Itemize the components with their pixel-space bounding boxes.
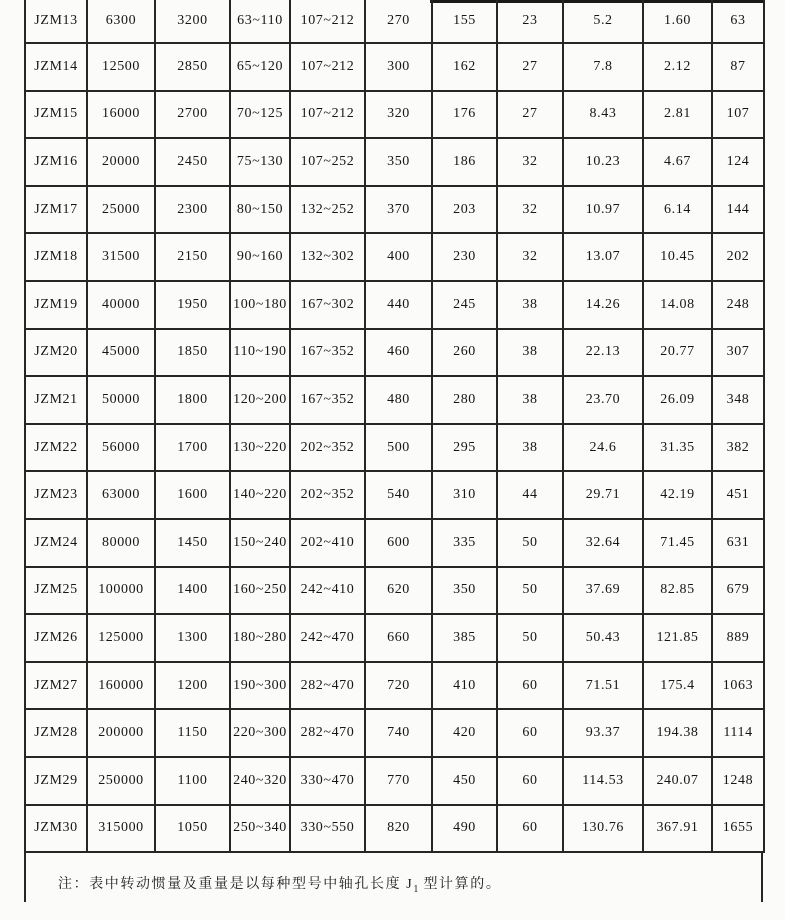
value-cell: 124 [712,138,764,186]
value-cell: 242~410 [290,567,365,615]
value-cell: 20.77 [643,329,712,377]
model-cell: JZM17 [25,186,87,234]
value-cell: 282~470 [290,662,365,710]
value-cell: 1850 [155,329,230,377]
value-cell: 889 [712,614,764,662]
table-row [25,329,764,377]
value-cell: 24.6 [563,424,643,472]
table-row [25,805,764,853]
value-cell: 80~150 [230,186,290,234]
value-cell: 71.45 [643,519,712,567]
value-cell: 202 [712,233,764,281]
model-cell: JZM14 [25,43,87,91]
value-cell: 260 [432,329,497,377]
value-cell: 29.71 [563,471,643,519]
model-cell: JZM21 [25,376,87,424]
table-row [25,376,764,424]
value-cell: 75~130 [230,138,290,186]
value-cell: 350 [432,567,497,615]
value-cell: 335 [432,519,497,567]
model-cell: JZM22 [25,424,87,472]
footnote-subscript: 1 [413,883,419,895]
value-cell: 348 [712,376,764,424]
value-cell: 10.97 [563,186,643,234]
table-row [25,91,764,139]
value-cell: 114.53 [563,757,643,805]
value-cell: 270 [365,0,432,43]
value-cell: 32 [497,186,563,234]
value-cell: 60 [497,757,563,805]
value-cell: 4.67 [643,138,712,186]
value-cell: 250000 [87,757,155,805]
value-cell: 50 [497,614,563,662]
value-cell: 315000 [87,805,155,853]
value-cell: 12500 [87,43,155,91]
value-cell: 1450 [155,519,230,567]
value-cell: 13.07 [563,233,643,281]
value-cell: 1050 [155,805,230,853]
value-cell: 1248 [712,757,764,805]
value-cell: 1655 [712,805,764,853]
value-cell: 180~280 [230,614,290,662]
value-cell: 42.19 [643,471,712,519]
value-cell: 50000 [87,376,155,424]
value-cell: 540 [365,471,432,519]
value-cell: 1600 [155,471,230,519]
value-cell: 1063 [712,662,764,710]
value-cell: 820 [365,805,432,853]
value-cell: 451 [712,471,764,519]
value-cell: 23 [497,0,563,43]
value-cell: 679 [712,567,764,615]
value-cell: 382 [712,424,764,472]
value-cell: 162 [432,43,497,91]
value-cell: 70~125 [230,91,290,139]
value-cell: 186 [432,138,497,186]
value-cell: 130.76 [563,805,643,853]
value-cell: 25000 [87,186,155,234]
value-cell: 240~320 [230,757,290,805]
value-cell: 490 [432,805,497,853]
footnote-tail: 型计算的。 [418,877,502,892]
value-cell: 280 [432,376,497,424]
value-cell: 203 [432,186,497,234]
footnote-text [26,852,761,895]
value-cell: 385 [432,614,497,662]
value-cell: 10.23 [563,138,643,186]
value-cell: 50.43 [563,614,643,662]
value-cell: 6300 [87,0,155,43]
value-cell: 770 [365,757,432,805]
value-cell: 40000 [87,281,155,329]
value-cell: 620 [365,567,432,615]
value-cell: 230 [432,233,497,281]
value-cell: 27 [497,91,563,139]
model-cell: JZM30 [25,805,87,853]
value-cell: 20000 [87,138,155,186]
value-cell: 194.38 [643,709,712,757]
value-cell: 27 [497,43,563,91]
value-cell: 93.37 [563,709,643,757]
value-cell: 460 [365,329,432,377]
value-cell: 250~340 [230,805,290,853]
value-cell: 107~212 [290,43,365,91]
value-cell: 450 [432,757,497,805]
value-cell: 31500 [87,233,155,281]
value-cell: 248 [712,281,764,329]
value-cell: 202~352 [290,424,365,472]
value-cell: 307 [712,329,764,377]
value-cell: 167~352 [290,376,365,424]
value-cell: 107~212 [290,0,365,43]
value-cell: 1300 [155,614,230,662]
value-cell: 125000 [87,614,155,662]
value-cell: 2300 [155,186,230,234]
value-cell: 631 [712,519,764,567]
table-row [25,662,764,710]
table-row [25,0,764,43]
model-cell: JZM18 [25,233,87,281]
value-cell: 282~470 [290,709,365,757]
value-cell: 330~550 [290,805,365,853]
value-cell: 32.64 [563,519,643,567]
footnote-box [24,852,763,902]
value-cell: 110~190 [230,329,290,377]
table-row [25,614,764,662]
value-cell: 32 [497,138,563,186]
value-cell: 14.08 [643,281,712,329]
value-cell: 50 [497,567,563,615]
value-cell: 400 [365,233,432,281]
value-cell: 500 [365,424,432,472]
value-cell: 720 [365,662,432,710]
value-cell: 1400 [155,567,230,615]
table-row [25,233,764,281]
model-cell: JZM25 [25,567,87,615]
value-cell: 80000 [87,519,155,567]
value-cell: 32 [497,233,563,281]
value-cell: 63 [712,0,764,43]
value-cell: 167~302 [290,281,365,329]
value-cell: 132~252 [290,186,365,234]
spec-table-body [25,0,764,852]
value-cell: 330~470 [290,757,365,805]
value-cell: 160000 [87,662,155,710]
value-cell: 202~410 [290,519,365,567]
value-cell: 245 [432,281,497,329]
value-cell: 63~110 [230,0,290,43]
value-cell: 90~160 [230,233,290,281]
model-cell: JZM20 [25,329,87,377]
value-cell: 63000 [87,471,155,519]
value-cell: 107~252 [290,138,365,186]
value-cell: 100000 [87,567,155,615]
value-cell: 1950 [155,281,230,329]
model-cell: JZM16 [25,138,87,186]
value-cell: 140~220 [230,471,290,519]
value-cell: 16000 [87,91,155,139]
value-cell: 107 [712,91,764,139]
table-row [25,757,764,805]
value-cell: 60 [497,805,563,853]
value-cell: 370 [365,186,432,234]
value-cell: 1700 [155,424,230,472]
value-cell: 65~120 [230,43,290,91]
value-cell: 440 [365,281,432,329]
value-cell: 1800 [155,376,230,424]
value-cell: 200000 [87,709,155,757]
footnote-body: 表中转动惯量及重量是以每种型号中轴孔长度 J [89,877,414,892]
value-cell: 300 [365,43,432,91]
value-cell: 37.69 [563,567,643,615]
value-cell: 44 [497,471,563,519]
value-cell: 190~300 [230,662,290,710]
model-cell: JZM23 [25,471,87,519]
value-cell: 82.85 [643,567,712,615]
value-cell: 6.14 [643,186,712,234]
table-row [25,281,764,329]
value-cell: 130~220 [230,424,290,472]
value-cell: 320 [365,91,432,139]
value-cell: 100~180 [230,281,290,329]
value-cell: 220~300 [230,709,290,757]
model-cell: JZM24 [25,519,87,567]
value-cell: 420 [432,709,497,757]
value-cell: 202~352 [290,471,365,519]
table-row [25,138,764,186]
value-cell: 60 [497,709,563,757]
value-cell: 2700 [155,91,230,139]
coupling-spec-table [24,0,765,853]
table-row [25,471,764,519]
table-row [25,709,764,757]
value-cell: 107~212 [290,91,365,139]
value-cell: 14.26 [563,281,643,329]
value-cell: 10.45 [643,233,712,281]
table-row [25,186,764,234]
value-cell: 350 [365,138,432,186]
value-cell: 8.43 [563,91,643,139]
value-cell: 175.4 [643,662,712,710]
value-cell: 120~200 [230,376,290,424]
value-cell: 240.07 [643,757,712,805]
model-cell: JZM26 [25,614,87,662]
value-cell: 23.70 [563,376,643,424]
value-cell: 167~352 [290,329,365,377]
value-cell: 310 [432,471,497,519]
value-cell: 132~302 [290,233,365,281]
value-cell: 1114 [712,709,764,757]
value-cell: 660 [365,614,432,662]
value-cell: 1.60 [643,0,712,43]
value-cell: 56000 [87,424,155,472]
value-cell: 31.35 [643,424,712,472]
value-cell: 38 [497,376,563,424]
table-row [25,424,764,472]
model-cell: JZM29 [25,757,87,805]
value-cell: 242~470 [290,614,365,662]
value-cell: 22.13 [563,329,643,377]
value-cell: 480 [365,376,432,424]
value-cell: 26.09 [643,376,712,424]
value-cell: 740 [365,709,432,757]
value-cell: 367.91 [643,805,712,853]
value-cell: 7.8 [563,43,643,91]
value-cell: 1150 [155,709,230,757]
footnote-label: 注： [58,877,90,892]
table-row [25,519,764,567]
value-cell: 410 [432,662,497,710]
value-cell: 50 [497,519,563,567]
value-cell: 60 [497,662,563,710]
value-cell: 2450 [155,138,230,186]
model-cell: JZM27 [25,662,87,710]
value-cell: 38 [497,424,563,472]
value-cell: 2850 [155,43,230,91]
value-cell: 150~240 [230,519,290,567]
value-cell: 2.12 [643,43,712,91]
value-cell: 3200 [155,0,230,43]
model-cell: JZM15 [25,91,87,139]
value-cell: 5.2 [563,0,643,43]
value-cell: 38 [497,329,563,377]
value-cell: 176 [432,91,497,139]
model-cell: JZM28 [25,709,87,757]
value-cell: 144 [712,186,764,234]
value-cell: 38 [497,281,563,329]
value-cell: 600 [365,519,432,567]
model-cell: JZM19 [25,281,87,329]
value-cell: 160~250 [230,567,290,615]
value-cell: 2150 [155,233,230,281]
value-cell: 121.85 [643,614,712,662]
table-row [25,43,764,91]
value-cell: 1100 [155,757,230,805]
table-row [25,567,764,615]
value-cell: 71.51 [563,662,643,710]
value-cell: 1200 [155,662,230,710]
value-cell: 87 [712,43,764,91]
value-cell: 2.81 [643,91,712,139]
value-cell: 155 [432,0,497,43]
value-cell: 45000 [87,329,155,377]
value-cell: 295 [432,424,497,472]
model-cell: JZM13 [25,0,87,43]
